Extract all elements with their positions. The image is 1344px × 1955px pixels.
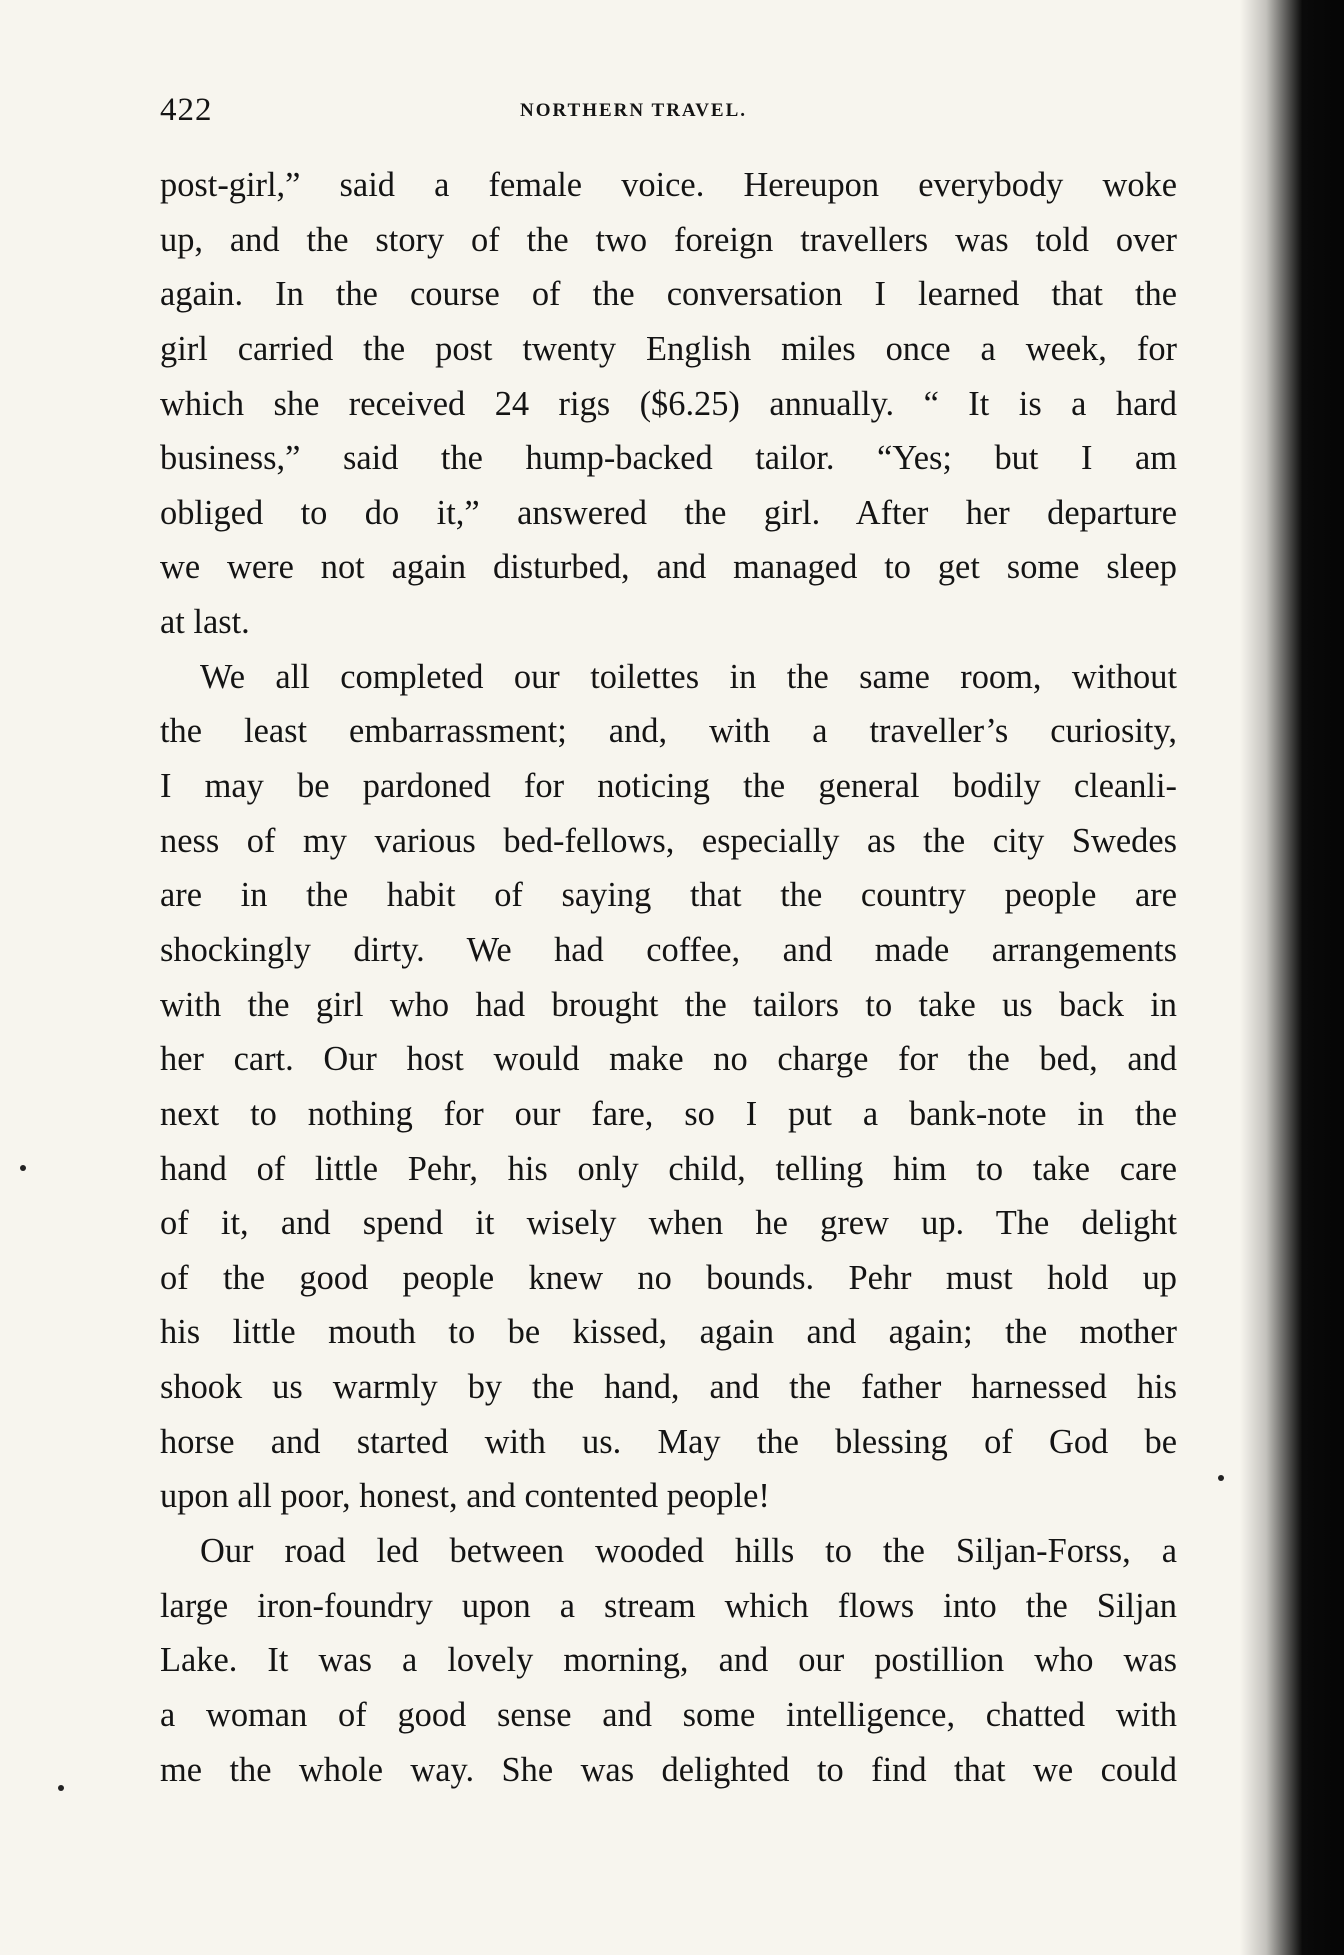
text-line: post-girl,” said a female voice. Hereupon everybody woke bbox=[160, 166, 1177, 204]
text-line: with the girl who had brought the tailors to take us back in bbox=[160, 985, 1177, 1024]
text-line: me the whole way. She was delighted to find that we could bbox=[160, 1750, 1177, 1789]
text-line: I may be pardoned for noticing the general bodily cleanli- bbox=[160, 767, 1177, 806]
text-line: business,” said the hump-backed tailor. “Yes; but I am bbox=[160, 439, 1177, 478]
text-line: horse and started with us. May the blessing of God be bbox=[160, 1422, 1177, 1461]
text-line: Our road led between wooded hills to the Siljan-Forss, a bbox=[200, 1532, 1177, 1571]
text-line: his little mouth to be kissed, again and again; the mother bbox=[160, 1313, 1177, 1352]
text-line: shook us warmly by the hand, and the father harnessed his bbox=[160, 1368, 1177, 1407]
text-line: girl carried the post twenty English miles once a week, for bbox=[160, 329, 1177, 368]
text-line: We all completed our toilettes in the same room, without bbox=[200, 657, 1177, 696]
text-line: hand of little Pehr, his only child, telling him to take care bbox=[160, 1149, 1177, 1188]
text-line: upon all poor, honest, and contented people! bbox=[160, 1477, 770, 1516]
text-line: Lake. It was a lovely morning, and our postillion who was bbox=[160, 1641, 1177, 1680]
text-line: are in the habit of saying that the country people are bbox=[160, 876, 1177, 915]
ink-speck bbox=[1218, 1475, 1224, 1481]
text-line: ness of my various bed-fellows, especially as the city Swedes bbox=[160, 821, 1177, 860]
text-line: at last. bbox=[160, 603, 250, 642]
text-line: again. In the course of the conversation I learned that the bbox=[160, 275, 1177, 314]
page-header bbox=[160, 92, 1175, 132]
ink-speck bbox=[58, 1785, 64, 1791]
text-line: which she received 24 rigs ($6.25) annually. “ It is a hard bbox=[160, 384, 1177, 423]
binding-shadow bbox=[1240, 0, 1344, 1955]
text-line: up, and the story of the two foreign travellers was told over bbox=[160, 220, 1177, 259]
ink-speck bbox=[20, 1165, 26, 1171]
text-line: the least embarrassment; and, with a traveller’s curiosity, bbox=[160, 712, 1177, 751]
text-line: large iron-foundry upon a stream which flows into the Siljan bbox=[160, 1586, 1177, 1625]
text-line: a woman of good sense and some intelligence, chatted with bbox=[160, 1695, 1177, 1734]
text-line: shockingly dirty. We had coffee, and made arrangements bbox=[160, 930, 1177, 969]
text-line: of it, and spend it wisely when he grew up. The delight bbox=[160, 1204, 1177, 1243]
body-text bbox=[160, 158, 1177, 1797]
text-line: we were not again disturbed, and managed to get some sleep bbox=[160, 548, 1177, 587]
text-line: obliged to do it,” answered the girl. After her departure bbox=[160, 493, 1177, 532]
text-line: her cart. Our host would make no charge for the bed, and bbox=[160, 1040, 1177, 1079]
text-line: of the good people knew no bounds. Pehr must hold up bbox=[160, 1258, 1177, 1297]
page-number: 422 bbox=[160, 92, 213, 128]
running-head: NORTHERN TRAVEL. bbox=[520, 100, 748, 121]
text-line: next to nothing for our fare, so I put a bank-note in the bbox=[160, 1094, 1177, 1133]
